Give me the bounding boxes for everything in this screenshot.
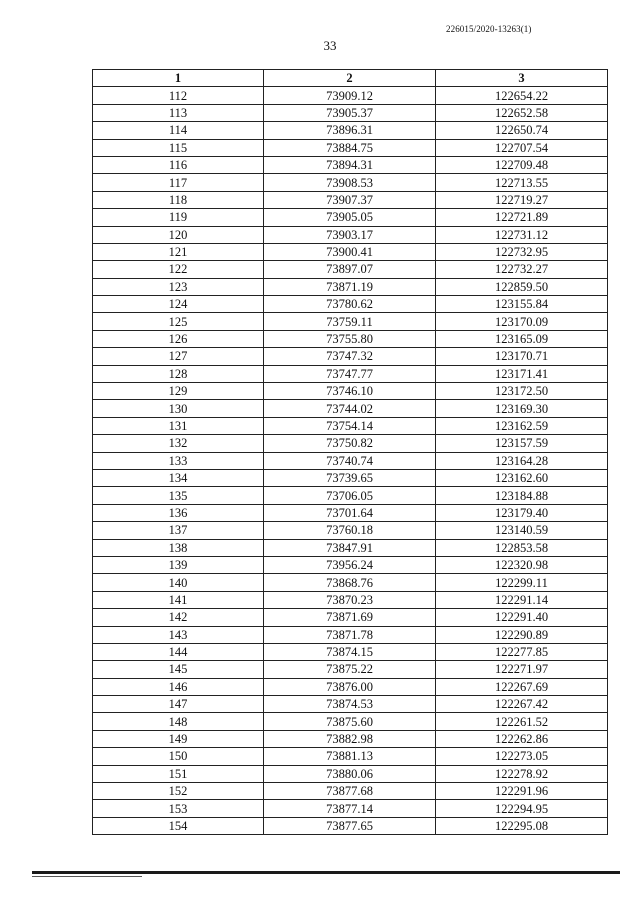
table-cell-col-1: 114 — [93, 122, 264, 139]
table-cell-col-3: 122278.92 — [436, 765, 608, 782]
table-cell-col-3: 123165.09 — [436, 330, 608, 347]
table-cell-col-1: 119 — [93, 209, 264, 226]
table-cell-col-2: 73868.76 — [264, 574, 436, 591]
table-cell-col-2: 73875.60 — [264, 713, 436, 730]
table-row — [93, 539, 608, 556]
table-row — [93, 556, 608, 573]
table-cell-col-3: 123155.84 — [436, 296, 608, 313]
table-cell-col-2: 73905.05 — [264, 209, 436, 226]
table-cell-col-1: 117 — [93, 174, 264, 191]
table-row — [93, 365, 608, 382]
table-cell-col-1: 125 — [93, 313, 264, 330]
table-row — [93, 278, 608, 295]
table-row — [93, 730, 608, 747]
table-cell-col-2: 73894.31 — [264, 156, 436, 173]
table-cell-col-1: 116 — [93, 156, 264, 173]
table-cell-col-3: 122713.55 — [436, 174, 608, 191]
table-cell-col-1: 150 — [93, 748, 264, 765]
table-row — [93, 191, 608, 208]
bottom-rule-thin — [32, 876, 142, 877]
table-cell-col-3: 122277.85 — [436, 643, 608, 660]
table-cell-col-1: 134 — [93, 469, 264, 486]
table-cell-col-3: 122652.58 — [436, 104, 608, 121]
table-header-row — [93, 70, 608, 87]
table-cell-col-3: 123162.60 — [436, 469, 608, 486]
table-row — [93, 87, 608, 104]
table-cell-col-2: 73907.37 — [264, 191, 436, 208]
table-row — [93, 504, 608, 521]
table-cell-col-2: 73746.10 — [264, 383, 436, 400]
table-cell-col-1: 130 — [93, 400, 264, 417]
table-cell-col-3: 122299.11 — [436, 574, 608, 591]
table-row — [93, 383, 608, 400]
table-header — [93, 70, 608, 87]
table-cell-col-3: 122291.14 — [436, 591, 608, 608]
table-row — [93, 817, 608, 834]
table-cell-col-2: 73877.65 — [264, 817, 436, 834]
table-row — [93, 713, 608, 730]
table-cell-col-3: 123169.30 — [436, 400, 608, 417]
table-row — [93, 522, 608, 539]
table-body — [93, 87, 608, 835]
table-cell-col-1: 143 — [93, 626, 264, 643]
document-id: 226015/2020-13263(1) — [446, 24, 532, 34]
table-cell-col-3: 122291.96 — [436, 783, 608, 800]
table-cell-col-1: 129 — [93, 383, 264, 400]
table-row — [93, 104, 608, 121]
table-cell-col-2: 73871.78 — [264, 626, 436, 643]
table-row — [93, 348, 608, 365]
table-cell-col-1: 153 — [93, 800, 264, 817]
table-cell-col-3: 122654.22 — [436, 87, 608, 104]
table-cell-col-3: 123164.28 — [436, 452, 608, 469]
table-row — [93, 261, 608, 278]
table-cell-col-3: 122650.74 — [436, 122, 608, 139]
table-cell-col-1: 147 — [93, 696, 264, 713]
table-cell-col-2: 73760.18 — [264, 522, 436, 539]
table-row — [93, 643, 608, 660]
table-cell-col-1: 126 — [93, 330, 264, 347]
table-cell-col-1: 145 — [93, 661, 264, 678]
table-cell-col-3: 122721.89 — [436, 209, 608, 226]
table-cell-col-2: 73744.02 — [264, 400, 436, 417]
table-row — [93, 156, 608, 173]
table-row — [93, 487, 608, 504]
table-cell-col-1: 154 — [93, 817, 264, 834]
table-cell-col-1: 142 — [93, 609, 264, 626]
table-cell-col-1: 115 — [93, 139, 264, 156]
table-row — [93, 139, 608, 156]
table-cell-col-2: 73759.11 — [264, 313, 436, 330]
table-cell-col-1: 140 — [93, 574, 264, 591]
table-cell-col-3: 123170.09 — [436, 313, 608, 330]
table-cell-col-2: 73871.69 — [264, 609, 436, 626]
table-row — [93, 696, 608, 713]
table-cell-col-2: 73880.06 — [264, 765, 436, 782]
table-row — [93, 122, 608, 139]
table-cell-col-2: 73706.05 — [264, 487, 436, 504]
table-row — [93, 243, 608, 260]
table-cell-col-2: 73875.22 — [264, 661, 436, 678]
table-row — [93, 417, 608, 434]
column-header-3: 3 — [436, 70, 608, 87]
table-row — [93, 174, 608, 191]
table-cell-col-2: 73747.32 — [264, 348, 436, 365]
table-row — [93, 765, 608, 782]
table-cell-col-1: 144 — [93, 643, 264, 660]
table-cell-col-2: 73747.77 — [264, 365, 436, 382]
table-row — [93, 574, 608, 591]
table-cell-col-1: 137 — [93, 522, 264, 539]
table-cell-col-3: 122732.95 — [436, 243, 608, 260]
table-row — [93, 591, 608, 608]
table-cell-col-3: 122267.69 — [436, 678, 608, 695]
table-cell-col-2: 73882.98 — [264, 730, 436, 747]
table-cell-col-1: 135 — [93, 487, 264, 504]
table-cell-col-3: 122294.95 — [436, 800, 608, 817]
table-row — [93, 296, 608, 313]
table-cell-col-2: 73884.75 — [264, 139, 436, 156]
bottom-rule — [32, 871, 620, 874]
table-cell-col-3: 122267.42 — [436, 696, 608, 713]
table-cell-col-2: 73896.31 — [264, 122, 436, 139]
table-cell-col-1: 127 — [93, 348, 264, 365]
table-cell-col-2: 73876.00 — [264, 678, 436, 695]
table-cell-col-1: 152 — [93, 783, 264, 800]
table-cell-col-1: 112 — [93, 87, 264, 104]
table-cell-col-1: 151 — [93, 765, 264, 782]
table-cell-col-1: 122 — [93, 261, 264, 278]
table-cell-col-2: 73870.23 — [264, 591, 436, 608]
table-cell-col-2: 73877.68 — [264, 783, 436, 800]
page-number: 33 — [323, 38, 337, 53]
table-cell-col-1: 149 — [93, 730, 264, 747]
table-cell-col-1: 133 — [93, 452, 264, 469]
table-cell-col-3: 123140.59 — [436, 522, 608, 539]
table-cell-col-3: 122731.12 — [436, 226, 608, 243]
table-row — [93, 661, 608, 678]
table-cell-col-1: 148 — [93, 713, 264, 730]
table-row — [93, 452, 608, 469]
table-row — [93, 209, 608, 226]
table-cell-col-1: 146 — [93, 678, 264, 695]
table-row — [93, 330, 608, 347]
table-cell-col-2: 73739.65 — [264, 469, 436, 486]
table-cell-col-2: 73750.82 — [264, 435, 436, 452]
table-cell-col-3: 122290.89 — [436, 626, 608, 643]
table-row — [93, 800, 608, 817]
table-cell-col-2: 73780.62 — [264, 296, 436, 313]
table-cell-col-1: 123 — [93, 278, 264, 295]
table-cell-col-3: 122261.52 — [436, 713, 608, 730]
table-cell-col-2: 73847.91 — [264, 539, 436, 556]
table-cell-col-3: 122707.54 — [436, 139, 608, 156]
table-cell-col-1: 124 — [93, 296, 264, 313]
table-cell-col-3: 122719.27 — [436, 191, 608, 208]
table-cell-col-3: 123157.59 — [436, 435, 608, 452]
table-cell-col-2: 73871.19 — [264, 278, 436, 295]
table-cell-col-3: 123172.50 — [436, 383, 608, 400]
table-cell-col-1: 139 — [93, 556, 264, 573]
table-row — [93, 400, 608, 417]
table-cell-col-3: 122273.05 — [436, 748, 608, 765]
table-cell-col-2: 73897.07 — [264, 261, 436, 278]
column-header-1: 1 — [93, 70, 264, 87]
table-cell-col-2: 73740.74 — [264, 452, 436, 469]
table-cell-col-1: 141 — [93, 591, 264, 608]
table-row — [93, 626, 608, 643]
table-cell-col-3: 122320.98 — [436, 556, 608, 573]
table-cell-col-3: 122291.40 — [436, 609, 608, 626]
table-row — [93, 313, 608, 330]
table-row — [93, 469, 608, 486]
table-cell-col-2: 73755.80 — [264, 330, 436, 347]
table-cell-col-2: 73701.64 — [264, 504, 436, 521]
table-cell-col-2: 73874.15 — [264, 643, 436, 660]
table-cell-col-2: 73956.24 — [264, 556, 436, 573]
table-cell-col-2: 73900.41 — [264, 243, 436, 260]
table-cell-col-3: 122295.08 — [436, 817, 608, 834]
table-cell-col-3: 123179.40 — [436, 504, 608, 521]
table-row — [93, 226, 608, 243]
table-cell-col-2: 73754.14 — [264, 417, 436, 434]
table-cell-col-3: 122271.97 — [436, 661, 608, 678]
table-cell-col-2: 73881.13 — [264, 748, 436, 765]
table-cell-col-1: 131 — [93, 417, 264, 434]
table-row — [93, 435, 608, 452]
table-cell-col-3: 122262.86 — [436, 730, 608, 747]
table-cell-col-3: 122732.27 — [436, 261, 608, 278]
table-cell-col-3: 122859.50 — [436, 278, 608, 295]
table-cell-col-3: 122709.48 — [436, 156, 608, 173]
table-cell-col-2: 73909.12 — [264, 87, 436, 104]
table-cell-col-1: 120 — [93, 226, 264, 243]
table-cell-col-3: 123184.88 — [436, 487, 608, 504]
table-cell-col-1: 136 — [93, 504, 264, 521]
table-cell-col-2: 73905.37 — [264, 104, 436, 121]
table-cell-col-1: 138 — [93, 539, 264, 556]
table-cell-col-3: 122853.58 — [436, 539, 608, 556]
table-cell-col-3: 123162.59 — [436, 417, 608, 434]
table-cell-col-2: 73874.53 — [264, 696, 436, 713]
table-cell-col-1: 121 — [93, 243, 264, 260]
coordinates-table — [92, 69, 608, 835]
table-cell-col-2: 73877.14 — [264, 800, 436, 817]
table-cell-col-1: 132 — [93, 435, 264, 452]
table-row — [93, 609, 608, 626]
table-cell-col-1: 118 — [93, 191, 264, 208]
column-header-2: 2 — [264, 70, 436, 87]
table-cell-col-2: 73908.53 — [264, 174, 436, 191]
table-row — [93, 783, 608, 800]
table-cell-col-1: 113 — [93, 104, 264, 121]
table-cell-col-1: 128 — [93, 365, 264, 382]
table-cell-col-3: 123171.41 — [436, 365, 608, 382]
table-cell-col-2: 73903.17 — [264, 226, 436, 243]
table-row — [93, 678, 608, 695]
table-cell-col-3: 123170.71 — [436, 348, 608, 365]
table-row — [93, 748, 608, 765]
